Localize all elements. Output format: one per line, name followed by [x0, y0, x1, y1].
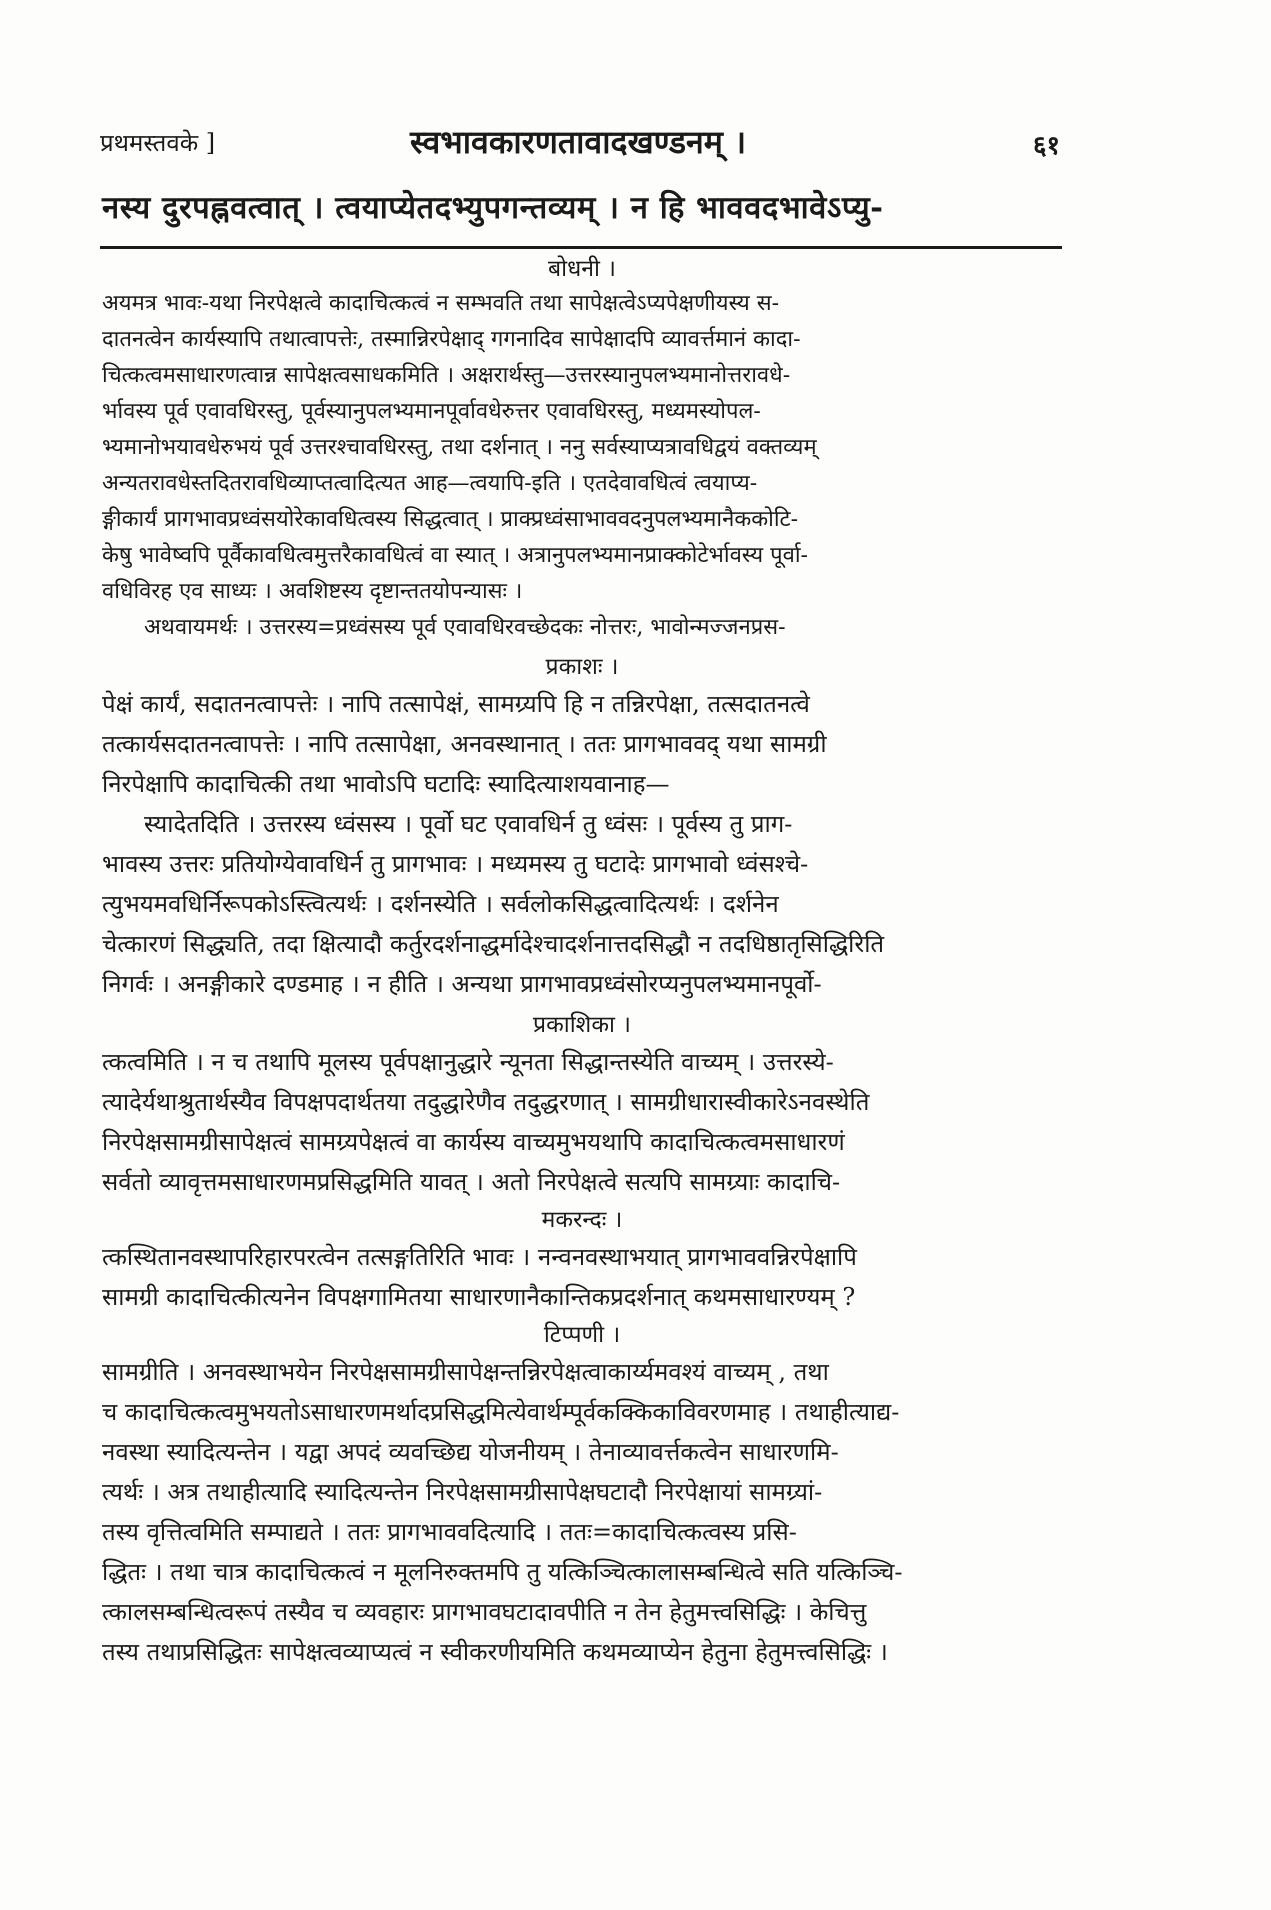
- prakasha-section: [102, 650, 1062, 1004]
- text-line: सर्वतो व्यावृत्तमसाधारणमप्रसिद्धमिति यावत् । अतो निरपेक्षत्वे सत्यपि सामग्र्याः कादाचि-: [102, 1168, 841, 1196]
- prakashika-section: [102, 1008, 1062, 1202]
- text-line: चेत्कारणं सिद्ध्यति, तदा क्षित्यादौ कर्तुरदर्शनाद्धर्मादेश्चादर्शनात्तदसिद्धौ न तदधिष्ठातृसिद्धिरिति: [102, 930, 885, 958]
- text-line: चित्कत्वमसाधारणत्वान्न सापेक्षत्वसाधकमिति । अक्षरार्थस्तु—उत्तरस्यानुपलभ्यमानोत्तरावधे-: [102, 363, 791, 388]
- text-line: त्कत्वमिति । न च तथापि मूलस्य पूर्वपक्षानुद्धारे न्यूनता सिद्धान्तस्येति वाच्यम् । उत्तरस्ये-: [102, 1048, 834, 1076]
- text-line: स्यादेतदिति । उत्तरस्य ध्वंसस्य । पूर्वो घट एवावधिर्न तु ध्वंसः । पूर्वस्य तु प्राग-: [144, 810, 793, 838]
- header-title: स्वभावकारणतावादखण्डनम् ।: [410, 123, 747, 161]
- text-line: त्युभयमवधिर्निरूपकोऽस्त्वित्यर्थः । दर्शनस्येति । सर्वलोकसिद्धत्वादित्यर्थः । दर्शनेन: [102, 890, 779, 918]
- header-section-label: प्रथमस्तवके ]: [100, 129, 216, 157]
- text-line: सामग्रीति । अनवस्थाभयेन निरपेक्षसामग्रीसापेक्षन्तन्निरपेक्षत्वाकार्य्यमवश्यं वाच्यम् , तथा: [102, 1358, 829, 1386]
- text-line: त्कालसम्बन्धित्वरूपं तस्यैव च व्यवहारः प्रागभावघटादावपीति न तेन हेतुमत्त्वसिद्धिः । केचित्तु: [102, 1598, 867, 1626]
- bodhani-section: [102, 252, 1062, 646]
- text-line: निगर्वः । अनङ्गीकारे दण्डमाह । न हीति । अन्यथा प्रागभावप्रध्वंसोरप्यनुपलभ्यमानपूर्वो-: [102, 970, 822, 998]
- text-line: पेक्षं कार्यं, सदातनत्वापत्तेः । नापि तत्सापेक्षं, सामग्र्यपि हि न तन्निरपेक्षा, तत्सदातनत्वे: [102, 690, 810, 718]
- section-title-tippani: टिप्पणी ।: [543, 1322, 621, 1348]
- text-line: तत्कार्यसदातनत्वापत्तेः । नापि तत्सापेक्षा, अनवस्थानात् । ततः प्रागभाववद् यथा सामग्री: [102, 730, 827, 758]
- text-line: द्धितः । तथा चात्र कादाचित्कत्वं न मूलनिरुक्तमपि तु यत्किञ्चित्कालासम्बन्धित्वे सति यत्किञ्चि-: [102, 1558, 903, 1586]
- text-line: र्भावस्य पूर्व एवावधिरस्तु, पूर्वस्यानुपलभ्यमानपूर्वावधेरुत्तर एवावधिरस्तु, मध्यमस्योपल-: [102, 399, 761, 424]
- text-line: च कादाचित्कत्वमुभयतोऽसाधारणमर्थादप्रसिद्धमित्येवार्थम्पूर्वकक्किकाविवरणमाह । तथाहीत्याद्य-: [102, 1398, 900, 1426]
- running-header: [100, 118, 1060, 168]
- text-line: तस्य तथाप्रसिद्धितः सापेक्षत्वव्याप्यत्वं न स्वीकरणीयमिति कथमव्याप्येन हेतुना हेतुमत्त्वसिद्धिः ।: [102, 1638, 888, 1666]
- text-line: केषु भावेष्वपि पूर्वैकावधित्वमुत्तरैकावधित्वं वा स्यात् । अत्रानुपलभ्यमानप्राक्कोटेर्भावस्य पूर्वा-: [102, 543, 808, 568]
- text-line: दातनत्वेन कार्यस्यापि तथात्वापत्तेः, तस्मान्निरपेक्षाद् गगनादिव सापेक्षादपि व्यावर्त्तमानं कादा-: [102, 327, 801, 352]
- main-text-line: नस्य दुरपह्नवत्वात् । त्वयाप्येतदभ्युपगन्तव्यम् । न हि भाववदभावेऽप्यु-: [102, 190, 884, 226]
- text-line: त्यादेर्यथाश्रुतार्थस्यैव विपक्षपदार्थतया तदुद्धारेणैव तदुद्धरणात् । सामग्रीधारास्वीकारेऽनवस्थेति: [102, 1088, 870, 1116]
- text-line: ङ्गीकार्यं प्रागभावप्रध्वंसयोरेकावधित्वस्य सिद्धत्वात् । प्राक्प्रध्वंसाभाववदनुपलभ्यमानैककोटि-: [102, 507, 799, 532]
- section-title-makaranda: मकरन्दः ।: [541, 1207, 623, 1233]
- makaranda-section: [102, 1203, 1062, 1317]
- text-line: त्कस्थितानवस्थापरिहारपरत्वेन तत्सङ्गतिरिति भावः । नन्वनवस्थाभयात् प्रागभाववन्निरपेक्षापि: [102, 1243, 857, 1271]
- text-line: तस्य वृत्तित्वमिति सम्पाद्यते । ततः प्रागभाववदित्यादि । ततः=कादाचित्कत्वस्य प्रसि-: [102, 1518, 797, 1546]
- text-line: अथवायमर्थः । उत्तरस्य=प्रध्वंसस्य पूर्व एवावधिरवच्छेदकः नोत्तरः, भावोन्मज्जनप्रस-: [144, 615, 786, 640]
- header-rule: [100, 246, 1062, 249]
- text-line: भ्यमानोभयावधेरुभयं पूर्व उत्तरश्चावधिरस्तु, तथा दर्शनात् । ननु सर्वस्याप्यत्रावधिद्वयं वक्तव्यम्: [102, 435, 817, 460]
- text-line: वधिविरह एव साध्यः । अवशिष्टस्य दृष्टान्ततयोपन्यासः ।: [102, 579, 523, 604]
- tippani-section: [102, 1318, 1062, 1672]
- text-line: सामग्री कादाचित्कीत्यनेन विपक्षगामितया साधारणानैकान्तिकप्रदर्शनात् कथमसाधारण्यम् ?: [102, 1283, 856, 1311]
- text-line: त्यर्थः । अत्र तथाहीत्यादि स्यादित्यन्तेन निरपेक्षसामग्रीसापेक्षघटादौ निरपेक्षायां सामग्र्यां-: [102, 1478, 823, 1506]
- text-line: अन्यतरावधेस्तदितरावधिव्याप्तत्वादित्यत आह—त्वयापि-इति । एतदेवावधित्वं त्वयाप्य-: [102, 471, 758, 496]
- text-line: निरपेक्षसामग्रीसापेक्षत्वं सामग्र्यपेक्षत्वं वा कार्यस्य वाच्यमुभयथापि कादाचित्कत्वमसाधारणं: [102, 1128, 845, 1156]
- section-title-prakashika: प्रकाशिका ।: [533, 1012, 631, 1038]
- text-line: अयमत्र भावः-यथा निरपेक्षत्वे कादाचित्कत्वं न सम्भवति तथा सापेक्षत्वेऽप्यपेक्षणीयस्य स-: [102, 291, 780, 316]
- section-title-prakasha: प्रकाशः ।: [545, 654, 619, 680]
- text-line: नवस्था स्यादित्यन्तेन । यद्वा अपदं व्यवच्छिद्य योजनीयम् । तेनाव्यावर्त्तकत्वेन साधारणमि-: [102, 1438, 839, 1466]
- text-line: निरपेक्षापि कादाचित्की तथा भावोऽपि घटादिः स्यादित्याशयवानाह—: [102, 770, 670, 798]
- text-line: भावस्य उत्तरः प्रतियोग्येवावधिर्न तु प्रागभावः । मध्यमस्य तु घटादेः प्रागभावो ध्वंसश्चे-: [102, 850, 809, 878]
- page-number: ६१: [1032, 131, 1060, 161]
- section-title-bodhani: बोधनी ।: [548, 256, 616, 282]
